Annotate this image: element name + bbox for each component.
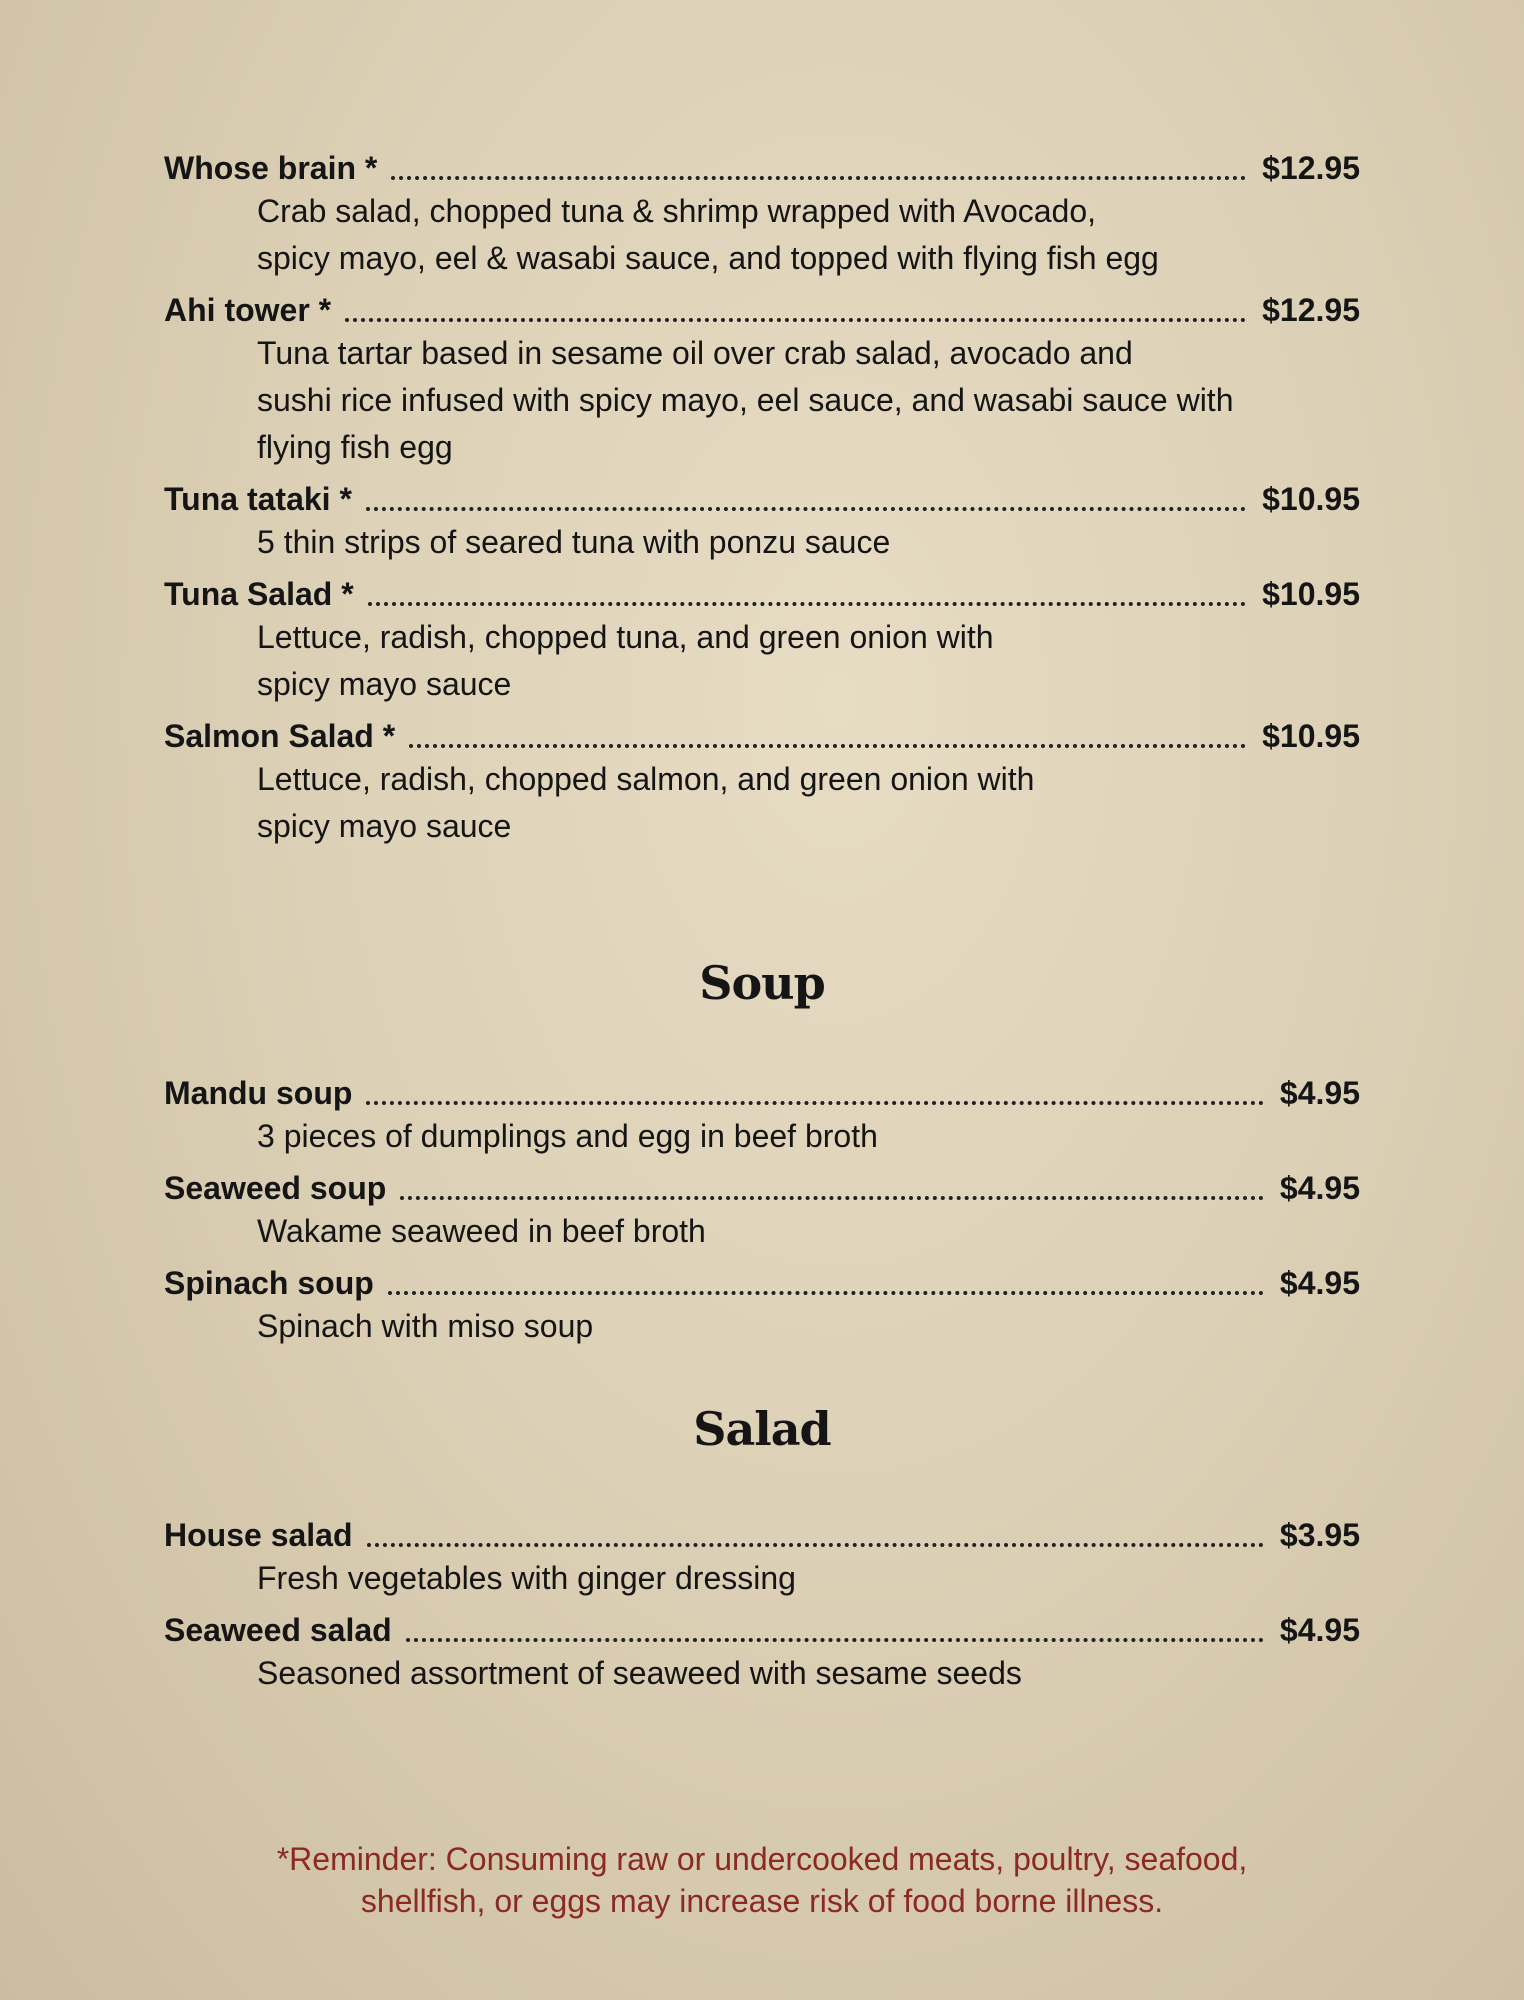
- dot-leader: [345, 318, 1246, 322]
- section-title-soup: Soup: [699, 956, 825, 1010]
- item-price: $12.95: [1262, 150, 1360, 186]
- menu-item-row: [164, 471, 1360, 519]
- item-description: Crab salad, chopped tuna & shrimp wrapped with Avocado, spicy mayo, eel & wasabi sauce, and topped with flying fish egg: [257, 193, 1159, 276]
- raw-food-reminder: *Reminder: Consuming raw or undercooked meats, poultry, seafood, shellfish, or eggs may increase risk of food borne illness.: [276, 1841, 1248, 1919]
- menu-item-row: [164, 140, 1360, 188]
- item-price: $12.95: [1262, 292, 1360, 328]
- item-description: Spinach with miso soup: [257, 1308, 594, 1344]
- dot-leader: [391, 176, 1246, 180]
- item-description: Tuna tartar based in sesame oil over crab salad, avocado and sushi rice infused with spicy mayo, eel sauce, and wasabi sauce with flying fish egg: [257, 335, 1234, 465]
- item-price: $4.95: [1279, 1170, 1360, 1206]
- item-price: $10.95: [1262, 718, 1360, 754]
- soup-list: [0, 1065, 1524, 1350]
- item-name: House salad: [164, 1517, 353, 1553]
- item-price: $3.95: [1279, 1517, 1360, 1553]
- item-price: $4.95: [1279, 1265, 1360, 1301]
- dot-leader: [400, 1196, 1264, 1200]
- menu-item-row: [164, 708, 1360, 756]
- salad-list: [0, 1507, 1524, 1697]
- item-name: Spinach soup: [164, 1265, 374, 1301]
- item-description: Seasoned assortment of seaweed with sesame seeds: [257, 1655, 1022, 1691]
- item-description: 5 thin strips of seared tuna with ponzu sauce: [257, 524, 891, 560]
- dot-leader: [366, 507, 1246, 511]
- dot-leader: [409, 744, 1246, 748]
- item-price: $10.95: [1262, 576, 1360, 612]
- item-price: $10.95: [1262, 481, 1360, 517]
- dot-leader: [406, 1638, 1264, 1642]
- dot-leader: [366, 1101, 1264, 1105]
- menu-item-row: [164, 566, 1360, 614]
- item-name: Mandu soup: [164, 1075, 353, 1111]
- menu-item-row: [164, 1160, 1360, 1208]
- dot-leader: [367, 1543, 1264, 1547]
- item-name: Seaweed soup: [164, 1170, 387, 1206]
- item-price: $4.95: [1279, 1075, 1360, 1111]
- item-name: Whose brain *: [164, 150, 378, 186]
- item-name: Seaweed salad: [164, 1612, 392, 1648]
- menu-item-row: [164, 1255, 1360, 1303]
- appetizer-list: [0, 140, 1524, 850]
- item-name: Tuna Salad *: [164, 576, 354, 612]
- menu-item-row: [164, 282, 1360, 330]
- item-name: Ahi tower *: [164, 292, 332, 328]
- dot-leader: [368, 602, 1246, 606]
- item-description: 3 pieces of dumplings and egg in beef broth: [257, 1118, 878, 1154]
- menu-item-row: [164, 1065, 1360, 1113]
- item-description: Wakame seaweed in beef broth: [257, 1213, 706, 1249]
- menu-item-row: [164, 1602, 1360, 1650]
- dot-leader: [388, 1291, 1264, 1295]
- item-name: Salmon Salad *: [164, 718, 396, 754]
- item-description: Lettuce, radish, chopped salmon, and green onion with spicy mayo sauce: [257, 761, 1035, 844]
- item-description: Fresh vegetables with ginger dressing: [257, 1560, 796, 1596]
- item-name: Tuna tataki *: [164, 481, 352, 517]
- item-description: Lettuce, radish, chopped tuna, and green onion with spicy mayo sauce: [257, 619, 994, 702]
- section-title-salad: Salad: [693, 1402, 831, 1456]
- menu-item-row: [164, 1507, 1360, 1555]
- item-price: $4.95: [1279, 1612, 1360, 1648]
